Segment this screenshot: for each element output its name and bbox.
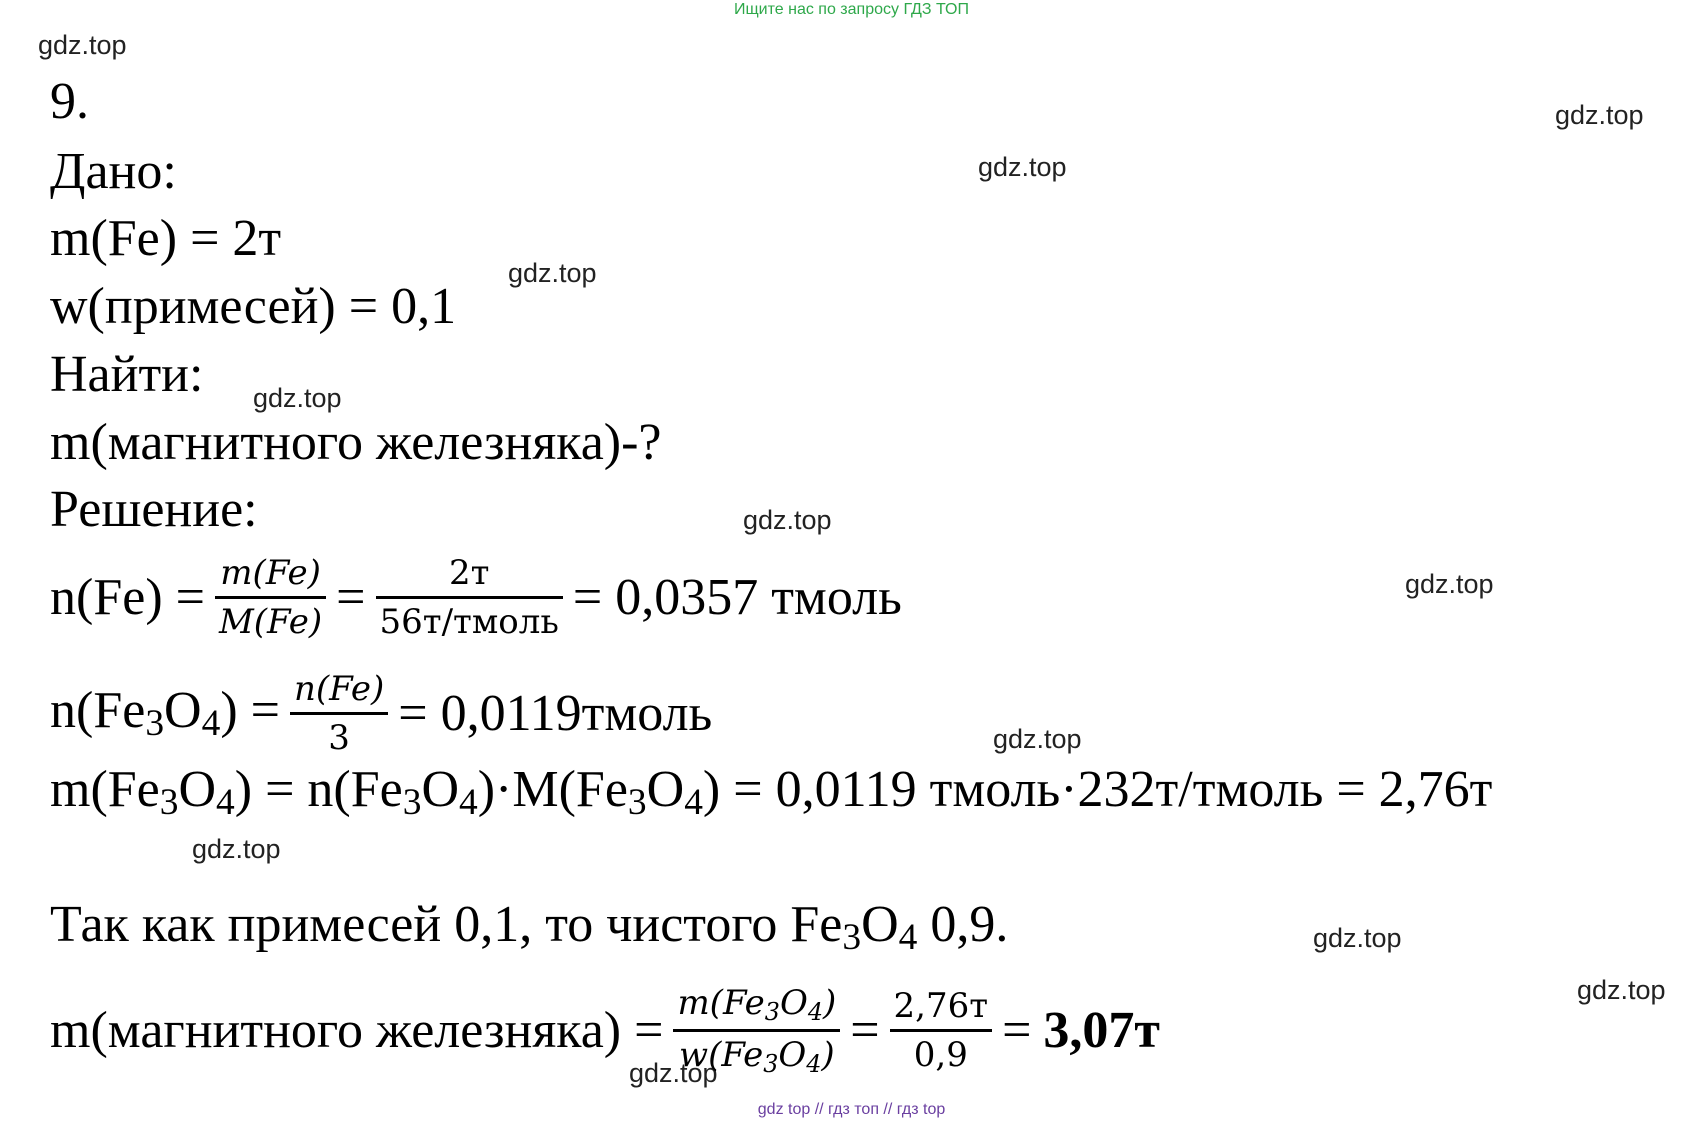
given-mass-fe: m(Fe) = 2т [50, 210, 282, 267]
find-target: m(магнитного железняка)-? [50, 414, 662, 471]
equation-m-magnetite [50, 980, 1160, 1081]
top-banner: Ищите нас по запросу ГДЗ ТОП [734, 1, 969, 18]
problem-number: 9. [50, 73, 89, 130]
equation-n-fe [50, 550, 902, 645]
watermark: gdz.top [38, 30, 127, 60]
watermark: gdz.top [508, 258, 597, 288]
watermark: gdz.top [629, 1058, 718, 1088]
fraction-numeric [890, 983, 993, 1078]
fraction-denominator: M(Fe) [218, 602, 323, 642]
footer-links: gdz top // гдз топ // гдз top [757, 1101, 946, 1118]
fraction-denominator: 0,9 [913, 1035, 968, 1075]
given-impurity-fraction: w(примесей) = 0,1 [50, 278, 457, 335]
watermark: gdz.top [993, 724, 1082, 754]
final-answer: 3,07т [1043, 1001, 1160, 1059]
fraction-denominator: 56т/тмоль [379, 602, 559, 642]
given-label: Дано: [50, 143, 177, 200]
watermark: gdz.top [253, 383, 342, 413]
eq1-lhs: n(Fe) = [50, 568, 205, 626]
equation-m-fe3o4: $m(Fe_3O_4) = n(Fe_3O_4)\cdot M(Fe_3O_4) = 0,0119$ тмоль·232т/тмоль = 2,76т [50, 761, 1493, 824]
fraction-m-over-w [673, 980, 840, 1081]
fraction-numerator: $m(Fe_3O_4)$ [677, 983, 837, 1026]
equals-sign: = [336, 568, 366, 626]
watermark: gdz.top [1577, 975, 1666, 1005]
fraction-numeric [376, 550, 563, 645]
watermark: gdz.top [978, 152, 1067, 182]
watermark: gdz.top [192, 834, 281, 864]
fraction-denominator: $w(Fe_3O_4)$ [679, 1035, 835, 1078]
fraction-numerator: m(Fe) [220, 553, 321, 593]
fraction-numerator: 2,76т [893, 986, 989, 1026]
watermark: gdz.top [1405, 569, 1494, 599]
watermark: gdz.top [1555, 100, 1644, 130]
fraction-denominator: 3 [328, 718, 350, 758]
eq1-result: = 0,0357 тмоль [572, 568, 902, 626]
fraction-numerator: n(Fe) [293, 669, 385, 709]
watermark: gdz.top [743, 505, 832, 535]
eq2-result: = 0,0119тмоль [398, 684, 713, 742]
equation-n-fe3o4 [50, 666, 712, 761]
purity-note: Так как примесей 0,1, то чистого $Fe_3O_4$ 0,9. [50, 896, 1009, 959]
fraction-numerator: 2т [448, 553, 490, 593]
find-label: Найти: [50, 346, 204, 403]
eq4-lhs: m(магнитного железняка) = [50, 1001, 664, 1059]
equals-sign: = [850, 1001, 880, 1059]
solution-label: Решение: [50, 481, 258, 538]
fraction-m-over-M [215, 550, 326, 645]
equals-sign: = [1002, 1001, 1032, 1059]
fraction-n-over-3 [290, 666, 388, 761]
watermark: gdz.top [1313, 923, 1402, 953]
eq2-lhs: $n(Fe_3O_4)$ = [50, 682, 280, 745]
